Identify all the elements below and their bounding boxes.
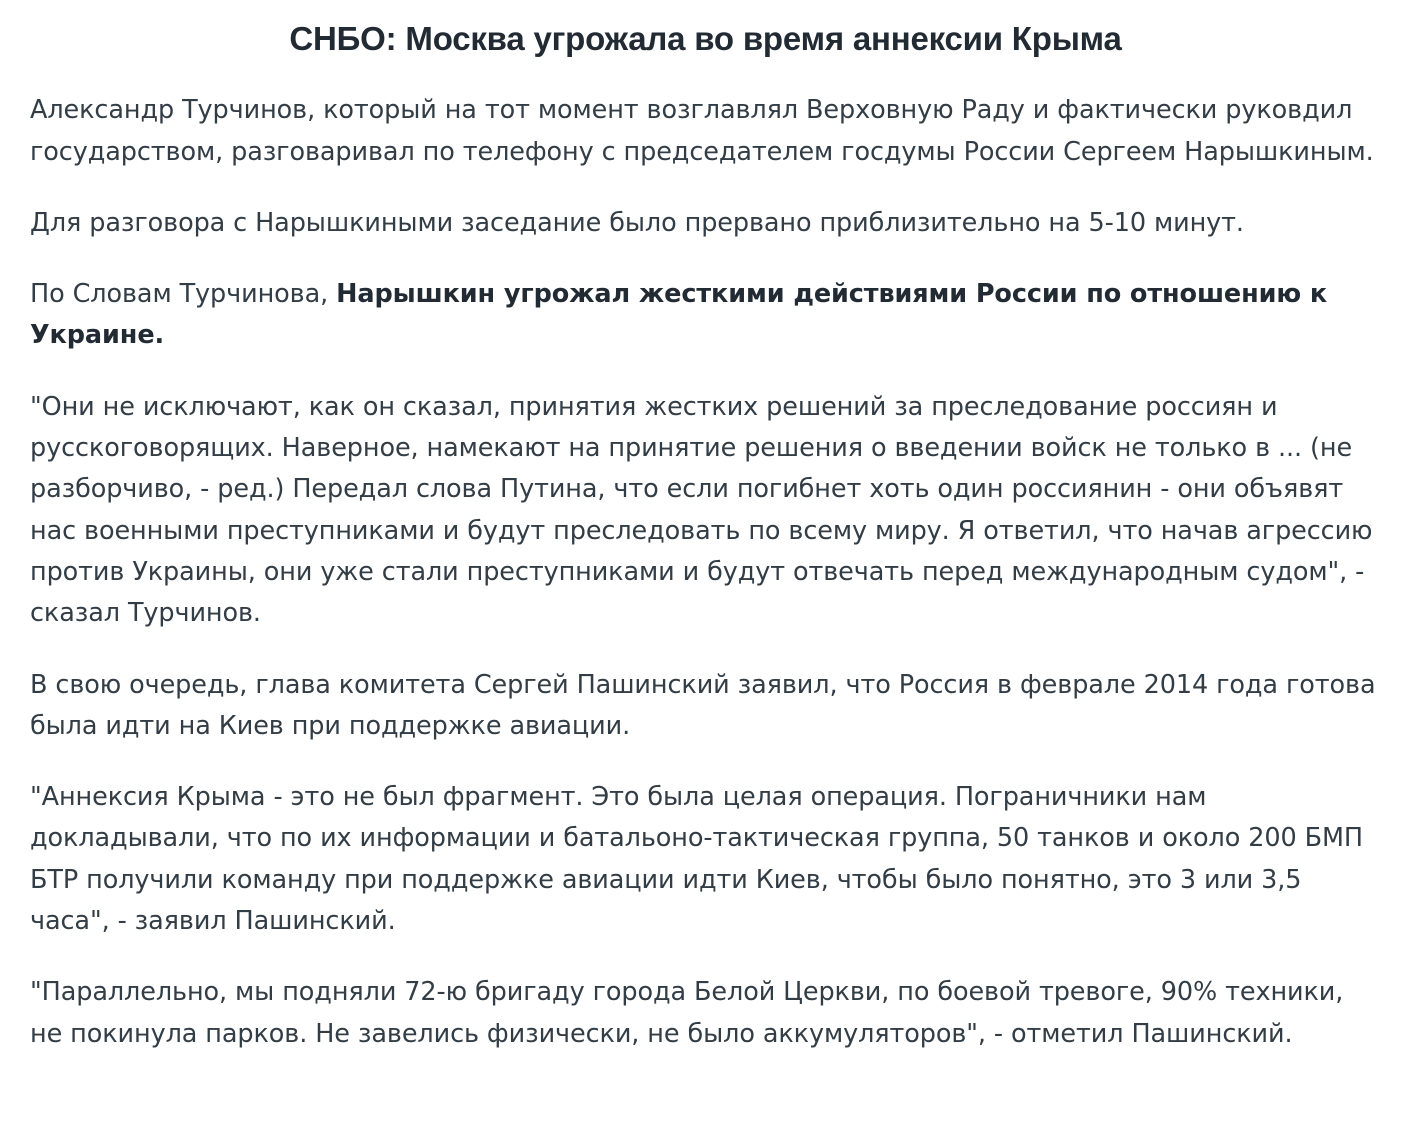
paragraph-emphasis: Нарышкин угрожал жесткими действиями России по отношению к Украине. — [30, 279, 1328, 351]
article-paragraph — [30, 274, 1381, 357]
paragraph-text: Александр Турчинов, который на тот момент возглавлял Верховную Раду и фактически руковдил государством, разговаривал по телефону с председателем госдумы России Сергеем Нарышкиным. — [30, 95, 1374, 167]
paragraph-text: В свою очередь, глава комитета Сергей Пашинский заявил, что Россия в феврале 2014 года готова была идти на Киев при поддержке авиации. — [30, 669, 1376, 741]
paragraph-text: Для разговора с Нарышкиными заседание было прервано приблизительно на 5-10 минут. — [30, 207, 1244, 238]
article-paragraph — [30, 777, 1381, 942]
paragraph-text: "Они не исключают, как он сказал, принятия жестких решений за преследование россиян и русскоговорящих. Наверное, намекают на принятие решения о введении войск не только в ... (не разборчиво, - ред.) Передал слова Путина, что если погибнет хоть один россиянин - они объявят нас военными преступниками и будут преследовать по всему миру. Я ответил, что начав агрессию против Украины, они уже стали преступниками и будут отвечать перед международным судом", - сказал Турчинов. — [30, 391, 1373, 629]
article-paragraph — [30, 90, 1381, 173]
article-paragraph — [30, 387, 1381, 635]
article-paragraph — [30, 972, 1381, 1055]
page-title: СНБО: Москва угрожала во время аннексии Крыма — [289, 20, 1122, 57]
article-paragraph — [30, 203, 1381, 244]
paragraph-text: "Параллельно, мы подняли 72-ю бригаду города Белой Церкви, по боевой тревоге, 90% техники, не покинула парков. Не завелись физически, не было аккумуляторов", - отметил Пашинский. — [30, 977, 1344, 1049]
paragraph-text: "Аннексия Крыма - это не был фрагмент. Это была целая операция. Пограничники нам докладывали, что по их информации и батальоно-тактическая группа, 50 танков и около 200 БМП БТР получили команду при поддержке авиации идти Киев, чтобы было понятно, это 3 или 3,5 часа", - заявил Пашинский. — [30, 782, 1363, 936]
article-paragraph — [30, 665, 1381, 748]
paragraph-text: По Словам Турчинова, — [30, 279, 337, 310]
article-body — [30, 90, 1381, 1055]
